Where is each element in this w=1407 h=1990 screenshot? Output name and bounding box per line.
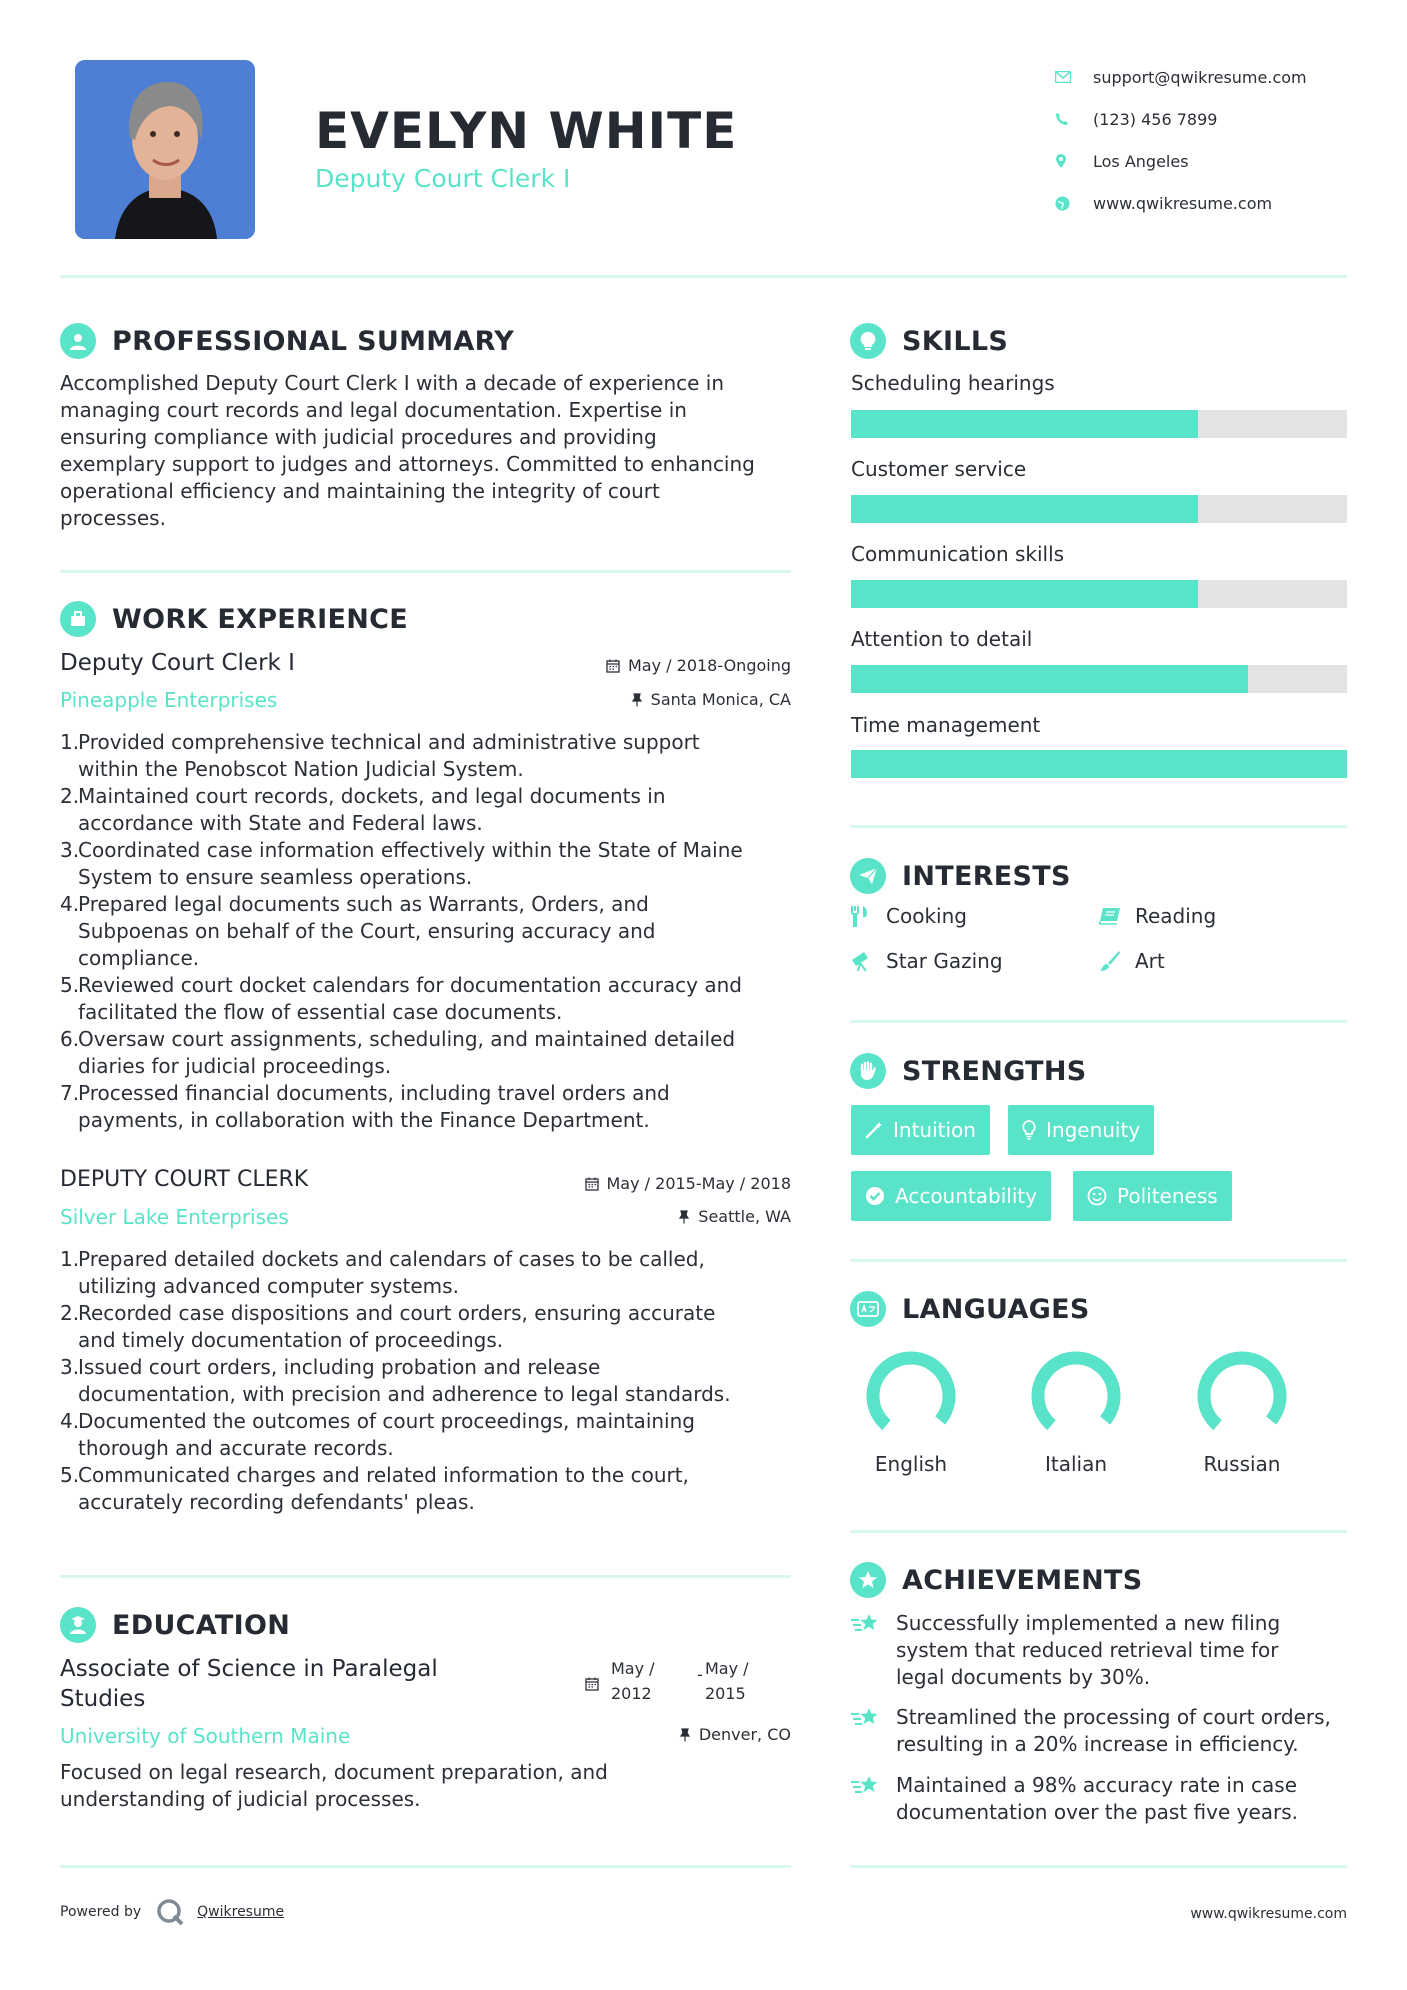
profile-photo [75, 60, 255, 239]
location-icon [1055, 153, 1093, 169]
list-item: 4. Documented the outcomes of court proceedings, maintaining thorough and accurate records. [60, 1409, 695, 1460]
achievement-item: Streamlined the processing of court orders, resulting in a 20% increase in efficiency. [850, 1704, 1350, 1758]
paintbrush-icon [1099, 950, 1135, 972]
skills-divider [850, 825, 1347, 828]
skill-bar [851, 410, 1347, 438]
skill-name: Time management [851, 713, 1041, 737]
smile-icon [1087, 1186, 1107, 1206]
skill-fill [851, 750, 1347, 778]
job-duties [60, 1246, 800, 1516]
languages-heading-text: LANGUAGES [902, 1293, 1090, 1325]
strength-label: Intuition [893, 1118, 976, 1142]
contact-location [1055, 140, 1385, 182]
summary-heading-text: PROFESSIONAL SUMMARY [112, 325, 515, 357]
list-item: 3. Issued court orders, including probation and release documentation, with precision and adherence to legal standards. [60, 1355, 731, 1406]
skills-heading-text: SKILLS [902, 325, 1009, 357]
achievement-item: Successfully implemented a new filing system that reduced retrieval time for legal documents by 30%. [850, 1610, 1350, 1691]
contact-phone[interactable] [1055, 98, 1385, 140]
education-end-date: May / 2015 [705, 1659, 749, 1703]
skill-bar [851, 750, 1347, 778]
skill-fill [851, 495, 1198, 523]
degree-line: Associate of Science in Paralegal [60, 1656, 438, 1682]
interest-item [1099, 904, 1216, 928]
language-item [856, 1346, 966, 1476]
language-ring [1021, 1346, 1131, 1446]
summary-line: operational efficiency and maintaining the integrity of court [60, 479, 660, 503]
summary-line: managing court records and legal documentation. Expertise in [60, 398, 687, 422]
lightbulb-icon [1022, 1120, 1036, 1140]
summary-line: ensuring compliance with judicial procedures and providing [60, 425, 657, 449]
translate-icon [850, 1291, 886, 1327]
experience-divider [60, 1575, 791, 1578]
contact-website[interactable] [1055, 182, 1385, 224]
achievements-divider [850, 1865, 1347, 1868]
education-description: Focused on legal research, document preparation, and understanding of judicial processes. [60, 1760, 608, 1811]
list-item: 1. Provided comprehensive technical and administrative support within the Penobscot Nation Judicial System. [60, 730, 700, 781]
education-heading [60, 1607, 290, 1643]
job-dates-text: May / 2018-Ongoing [628, 656, 791, 675]
job-dates [480, 1174, 791, 1193]
list-item: 2. Maintained court records, dockets, and legal documents in accordance with State and Federal laws. [60, 784, 666, 835]
footer-website[interactable]: www.qwikresume.com [1190, 1906, 1347, 1922]
language-ring [1187, 1346, 1297, 1446]
skill-fill [851, 580, 1198, 608]
list-item: 5. Reviewed court docket calendars for documentation accuracy and facilitated the flow of essential case documents. [60, 973, 742, 1024]
degree-title [60, 1654, 438, 1714]
pin-icon [678, 1210, 690, 1224]
shooting-star-icon [850, 1610, 896, 1691]
brand-link[interactable]: Qwikresume [197, 1904, 285, 1920]
star-badge-icon [850, 1562, 886, 1598]
calendar-icon [585, 1676, 599, 1695]
strengths-divider [850, 1259, 1347, 1262]
interest-label: Cooking [886, 904, 967, 928]
interest-item [850, 949, 1003, 973]
globe-icon [1055, 196, 1093, 211]
list-item: 6. Oversaw court assignments, scheduling, and maintained detailed diaries for judicial proceedings. [60, 1027, 736, 1078]
list-item: 5. Communicated charges and related information to the court, accurately recording defendants' pleas. [60, 1463, 689, 1514]
calendar-icon [585, 1177, 599, 1191]
skill-fill [851, 410, 1198, 438]
interest-label: Reading [1135, 904, 1217, 928]
header-divider [60, 275, 1347, 278]
telescope-icon [850, 950, 886, 972]
job-location [480, 1207, 791, 1226]
contact-email-text: support@qwikresume.com [1093, 67, 1307, 87]
job-location [480, 690, 791, 709]
date-separator: - [697, 1665, 703, 1684]
list-item: 7. Processed financial documents, including travel orders and payments, in collaboration with the Finance Department. [60, 1081, 670, 1132]
achievements-heading-text: ACHIEVEMENTS [902, 1564, 1143, 1596]
job-location-text: Santa Monica, CA [650, 690, 791, 709]
job-company: Pineapple Enterprises [60, 688, 278, 712]
degree-line: Studies [60, 1686, 146, 1712]
education-heading-text: EDUCATION [112, 1609, 291, 1641]
education-start-date: May / 2012 [611, 1659, 655, 1703]
candidate-title: Deputy Court Clerk I [315, 164, 571, 193]
skill-name: Attention to detail [851, 627, 1033, 651]
skill-name: Customer service [851, 457, 1027, 481]
strength-tag [1008, 1105, 1154, 1155]
list-item: 4. Prepared legal documents such as Warrants, Orders, and Subpoenas on behalf of the Court, ensuring accuracy and compliance. [60, 892, 656, 970]
job-duties [60, 729, 800, 1134]
paper-plane-icon [850, 858, 886, 894]
pin-icon [679, 1728, 691, 1742]
strengths-heading-text: STRENGTHS [902, 1055, 1087, 1087]
contact-location-text: Los Angeles [1093, 151, 1189, 171]
candidate-name: EVELYN WHITE [315, 102, 738, 160]
language-arc [1038, 1358, 1114, 1425]
interests-divider [850, 1020, 1347, 1023]
job-title: DEPUTY COURT CLERK [60, 1167, 309, 1192]
interest-item [1099, 949, 1165, 973]
job-company: Silver Lake Enterprises [60, 1205, 289, 1229]
list-item: 3. Coordinated case information effectively within the State of Maine System to ensure seamless operations. [60, 838, 743, 889]
email-icon [1055, 71, 1093, 83]
interest-label: Star Gazing [886, 949, 1003, 973]
interest-label: Art [1135, 949, 1165, 973]
language-name: Italian [1044, 1452, 1108, 1476]
job-dates-text: May / 2015-May / 2018 [606, 1174, 791, 1193]
list-item: 2. Recorded case dispositions and court orders, ensuring accurate and timely documentation of proceedings. [60, 1301, 716, 1352]
contact-email[interactable] [1055, 56, 1385, 98]
hand-icon [850, 1053, 886, 1089]
strength-label: Politeness [1117, 1184, 1218, 1208]
contact-website-text: www.qwikresume.com [1093, 193, 1273, 213]
list-item: 1. Prepared detailed dockets and calendars of cases to be called, utilizing advanced computer systems. [60, 1247, 705, 1298]
interests-heading [850, 858, 1071, 894]
language-name: English [874, 1452, 948, 1476]
summary-line: exemplary support to judges and attorneys. Committed to enhancing [60, 452, 755, 476]
interests-heading-text: INTERESTS [902, 860, 1071, 892]
briefcase-icon [60, 601, 96, 637]
shooting-star-icon [850, 1704, 896, 1758]
contact-phone-text: (123) 456 7899 [1093, 109, 1218, 129]
skill-bar [851, 495, 1347, 523]
language-item [1187, 1346, 1297, 1476]
contact-list [1055, 56, 1385, 224]
calendar-icon [606, 659, 620, 673]
qwikresume-logo-icon [155, 1897, 185, 1927]
job-location-text: Seattle, WA [698, 1207, 791, 1226]
shooting-star-icon [850, 1772, 896, 1826]
job-title: Deputy Court Clerk I [60, 650, 295, 676]
education-location [480, 1725, 791, 1744]
skills-heading [850, 323, 1008, 359]
powered-by-text: Powered by [60, 1904, 142, 1920]
cutlery-icon [850, 905, 886, 927]
strength-tag [851, 1105, 990, 1155]
language-name: Russian [1203, 1452, 1281, 1476]
pin-icon [631, 693, 643, 707]
check-circle-icon [865, 1186, 885, 1206]
summary-divider [60, 570, 791, 573]
book-icon [1099, 907, 1135, 925]
language-ring [856, 1346, 966, 1446]
interest-item [850, 904, 967, 928]
language-arc [1204, 1358, 1280, 1425]
school-name: University of Southern Maine [60, 1724, 351, 1748]
summary-heading [60, 323, 514, 359]
footer-powered-by [60, 1897, 284, 1927]
skill-bar [851, 665, 1347, 693]
graduate-icon [60, 1607, 96, 1643]
magic-wand-icon [865, 1121, 883, 1139]
summary-line: processes. [60, 506, 166, 530]
lightbulb-icon [850, 323, 886, 359]
skill-bar [851, 580, 1347, 608]
strength-label: Accountability [895, 1184, 1038, 1208]
language-arc [873, 1358, 949, 1425]
achievements-heading [850, 1562, 1143, 1598]
summary-text [60, 370, 800, 532]
skill-fill [851, 665, 1248, 693]
education-divider [60, 1865, 791, 1868]
strengths-heading [850, 1053, 1087, 1089]
strength-tag [851, 1171, 1051, 1221]
languages-divider [850, 1530, 1347, 1533]
skill-name: Scheduling hearings [851, 371, 1055, 395]
experience-heading [60, 601, 408, 637]
language-item [1021, 1346, 1131, 1476]
summary-line: Accomplished Deputy Court Clerk I with a decade of experience in [60, 371, 725, 395]
skill-name: Communication skills [851, 542, 1065, 566]
languages-heading [850, 1291, 1090, 1327]
education-location-text: Denver, CO [698, 1725, 791, 1744]
strength-tag [1073, 1171, 1232, 1221]
experience-heading-text: WORK EXPERIENCE [112, 603, 408, 635]
strength-label: Ingenuity [1046, 1118, 1141, 1142]
achievement-item: Maintained a 98% accuracy rate in case documentation over the past five years. [850, 1772, 1350, 1826]
phone-icon [1055, 112, 1093, 126]
user-icon [60, 323, 96, 359]
job-dates [480, 656, 791, 675]
